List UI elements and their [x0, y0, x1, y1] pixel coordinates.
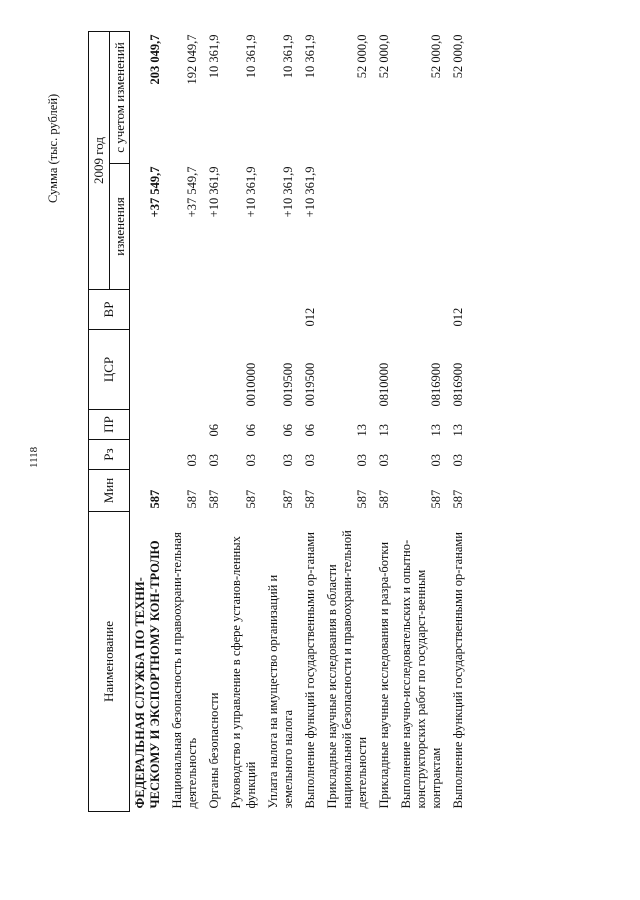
row-vr [396, 290, 448, 330]
table-row [300, 32, 322, 812]
row-min: 587 [281, 489, 296, 509]
row-vr [204, 290, 226, 330]
row-changes [396, 164, 448, 290]
row-pr: 13 [377, 424, 392, 437]
row-csr: 0816900 [429, 362, 444, 407]
row-with-changes: 192 049,7 [185, 34, 200, 85]
row-pr: 06 [303, 424, 318, 437]
row-rz: 03 [303, 454, 318, 467]
row-pr: 06 [244, 424, 259, 437]
row-name: Руководство и управление в сфере установ-ленных функций [229, 536, 259, 809]
row-rz: 03 [377, 454, 392, 467]
row-with-changes: 10 361,9 [207, 34, 222, 79]
row-name: Прикладные научные исследования и разра-ботки [377, 541, 392, 809]
row-name: Органы безопасности [207, 692, 222, 809]
row-min: 587 [377, 489, 392, 509]
row-pr [167, 410, 204, 440]
row-csr [130, 330, 168, 410]
row-pr [130, 410, 168, 440]
row-min: 587 [185, 489, 200, 509]
row-vr: 012 [303, 307, 318, 327]
table-row [204, 32, 226, 812]
table-row [448, 32, 470, 812]
row-name: Выполнение функций государственными ор-ганами [451, 532, 466, 809]
row-rz: 03 [281, 454, 296, 467]
row-min: 587 [303, 489, 318, 509]
table-row [322, 32, 374, 812]
row-csr: 0019500 [281, 362, 296, 407]
row-changes: +10 361,9 [281, 166, 296, 218]
row-rz: 03 [451, 454, 466, 467]
row-with-changes: 10 361,9 [281, 34, 296, 79]
table-row [130, 32, 168, 812]
row-csr: 0010000 [244, 362, 259, 407]
header-csr: ЦСР [89, 330, 130, 410]
row-pr: 06 [281, 424, 296, 437]
row-with-changes: 52 000,0 [429, 34, 444, 79]
row-vr [263, 290, 300, 330]
row-name: Прикладные научные исследования в области национальной безопасности и правоохрани-тельной деятельности [325, 530, 370, 809]
table-row [396, 32, 448, 812]
table-body [130, 32, 471, 812]
row-rz: 03 [185, 454, 200, 467]
units-note: Сумма (тыс. рублей) [46, 93, 60, 203]
header-min: Мин [89, 470, 130, 512]
row-name: Выполнение научно-исследовательских и опытно-конструкторских работ по государст-венным контрактам [399, 539, 444, 809]
row-min: 587 [244, 489, 259, 509]
row-min: 587 [429, 489, 444, 509]
row-min: 587 [355, 489, 370, 509]
row-changes [374, 164, 396, 290]
row-csr: 0810000 [377, 362, 392, 407]
row-vr [322, 290, 374, 330]
row-min: 587 [451, 489, 466, 509]
row-min: 587 [207, 489, 222, 509]
header-vr: ВР [89, 290, 130, 330]
row-rz [130, 440, 168, 470]
table-row [374, 32, 396, 812]
table-row [167, 32, 204, 812]
row-vr [130, 290, 168, 330]
row-vr [374, 290, 396, 330]
row-with-changes: 52 000,0 [377, 34, 392, 79]
row-changes: +10 361,9 [244, 166, 259, 218]
row-csr: 0816900 [451, 362, 466, 407]
row-changes [448, 164, 470, 290]
row-rz: 03 [429, 454, 444, 467]
row-with-changes: 52 000,0 [451, 34, 466, 79]
table-row [226, 32, 263, 812]
header-rz: Рз [89, 440, 130, 470]
row-name: Выполнение функций государственными ор-ганами [303, 532, 318, 809]
row-rz: 03 [244, 454, 259, 467]
table-row [263, 32, 300, 812]
row-csr [204, 330, 226, 410]
header-with-changes: с учетом изменений [109, 32, 130, 164]
row-vr [226, 290, 263, 330]
row-pr: 06 [207, 424, 222, 437]
header-year-group: 2009 год [89, 32, 110, 290]
row-vr: 012 [451, 307, 466, 327]
row-rz: 03 [355, 454, 370, 467]
header-name: Наименование [89, 512, 130, 812]
row-with-changes: 10 361,9 [244, 34, 259, 79]
row-name: Уплата налога на имущество организаций и земельного налога [266, 574, 296, 809]
row-with-changes: 52 000,0 [355, 34, 370, 79]
header-pr: ПР [89, 410, 130, 440]
row-pr: 13 [429, 424, 444, 437]
row-with-changes: 203 049,7 [148, 34, 163, 85]
row-changes [322, 164, 374, 290]
row-vr [167, 290, 204, 330]
row-pr: 13 [355, 424, 370, 437]
row-with-changes: 10 361,9 [303, 34, 318, 79]
row-changes: +37 549,7 [185, 166, 200, 218]
row-rz: 03 [207, 454, 222, 467]
row-csr [167, 330, 204, 410]
row-pr: 13 [451, 424, 466, 437]
row-csr: 0019500 [303, 362, 318, 407]
row-changes: +37 549,7 [148, 166, 163, 218]
row-changes: +10 361,9 [207, 166, 222, 218]
row-changes: +10 361,9 [303, 166, 318, 218]
row-name: ФЕДЕРАЛЬНАЯ СЛУЖБА ПО ТЕХНИ-ЧЕСКОМУ И ЭКСПОРТНОМУ КОН-ТРОЛЮ [133, 540, 163, 809]
row-name: Национальная безопасность и правоохрани-тельная деятельность [170, 532, 200, 809]
budget-table [88, 31, 470, 812]
row-csr [322, 330, 374, 410]
page-number: 1118 [28, 446, 40, 468]
row-min: 587 [148, 489, 163, 509]
header-changes: изменения [109, 164, 130, 290]
